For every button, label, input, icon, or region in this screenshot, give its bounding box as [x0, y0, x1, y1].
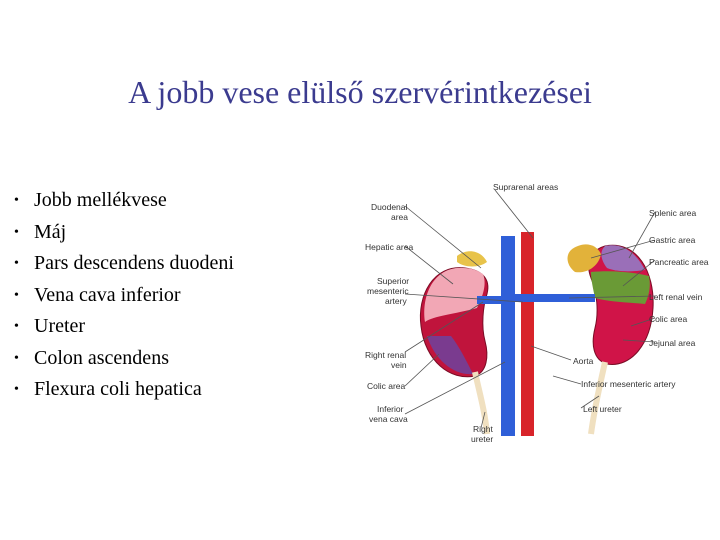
slide-title: A jobb vese elülső szervérintkezései: [128, 74, 592, 110]
label-superior-mesenteric-artery: Superior: [377, 276, 410, 286]
label-suprarenal-areas: Suprarenal areas: [493, 182, 559, 192]
list-item-text: Máj: [34, 220, 67, 243]
bullet-icon: •: [14, 224, 19, 240]
list-item-text: Pars descendens duodeni: [34, 252, 234, 274]
label-duodenal-area-2: area: [391, 212, 409, 222]
list-item-text: Ureter: [34, 315, 86, 337]
label-hepatic-area: Hepatic area: [365, 242, 414, 252]
label-splenic-area: Splenic area: [649, 208, 697, 218]
list-item-text: Flexura coli hepatica: [34, 378, 202, 400]
list-item: [14, 248, 234, 280]
label-left-renal-vein: Left renal vein: [649, 292, 703, 302]
list-item: [14, 374, 234, 406]
label-aorta: Aorta: [573, 356, 594, 366]
aorta: [521, 232, 534, 436]
inferior-vena-cava: [501, 236, 515, 436]
bullet-list: [14, 185, 234, 406]
list-item: [14, 217, 234, 249]
label-right-ureter: Right: [473, 424, 493, 434]
kidney-diagram: [355, 176, 720, 446]
label-right-renal-vein: Right renal: [365, 350, 407, 360]
pancreatic-area: [591, 271, 650, 304]
left-ureter: [591, 362, 605, 434]
bullet-icon: •: [14, 350, 19, 366]
label-inferior-mesenteric-artery: Inferior mesenteric artery: [581, 379, 676, 389]
bullet-icon: •: [14, 256, 19, 271]
label-pancreatic-area: Pancreatic area: [649, 257, 709, 267]
bullet-icon: •: [14, 193, 19, 208]
list-item: [14, 311, 234, 343]
bullet-icon: •: [14, 319, 19, 334]
label-inferior-vena-cava-2: vena cava: [369, 414, 408, 424]
label-colic-area-right: Colic area: [649, 314, 688, 324]
kidney-illustration: [355, 176, 720, 446]
list-item-text: Jobb mellékvese: [34, 189, 167, 211]
label-superior-mesenteric-artery-3: artery: [385, 296, 407, 306]
label-colic-area-left: Colic area: [367, 381, 406, 391]
label-superior-mesenteric-artery-2: mesenteric: [367, 286, 409, 296]
label-right-renal-vein-2: vein: [391, 360, 407, 370]
bullet-icon: •: [14, 287, 19, 303]
list-item-text: Vena cava inferior: [34, 283, 181, 306]
list-item-text: Colon ascendens: [34, 346, 169, 369]
list-item: [14, 343, 234, 375]
label-jejunal-area: Jejunal area: [649, 338, 696, 348]
label-inferior-vena-cava: Inferior: [377, 404, 404, 414]
label-duodenal-area: Duodenal: [371, 202, 408, 212]
right-suprarenal: [457, 251, 487, 266]
label-gastric-area: Gastric area: [649, 235, 696, 245]
label-left-ureter: Left ureter: [583, 404, 622, 414]
bullet-icon: •: [14, 382, 19, 397]
list-item: [14, 185, 234, 217]
label-right-ureter-2: ureter: [471, 434, 494, 444]
list-item: [14, 280, 234, 312]
